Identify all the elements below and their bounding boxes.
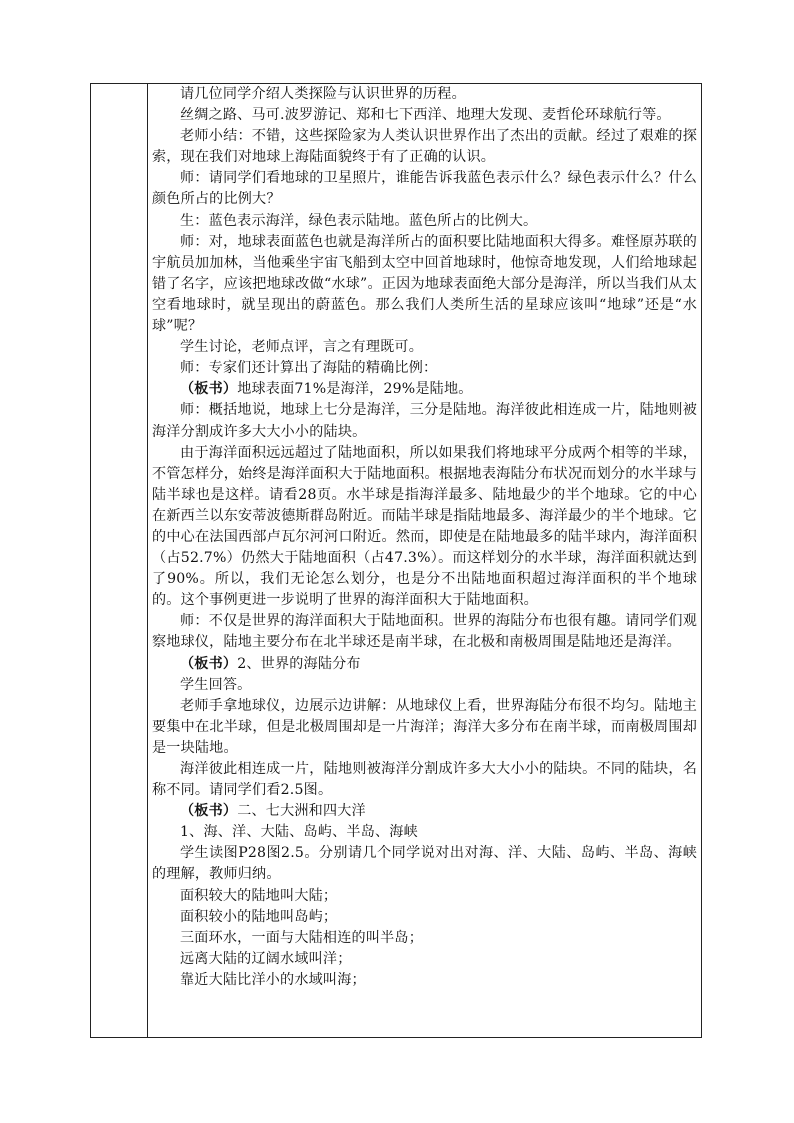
- paragraph-text: 老师手拿地球仪，边展示边讲解：从地球仪上看，世界海陆分布很不均匀。陆地主要集中在北半球，但是北极周围却是一片海洋；海洋大多分布在南半球，而南极周围却是一块陆地。: [152, 697, 697, 756]
- board-note-paragraph: [152, 801, 697, 822]
- paragraph-text: 面积较小的陆地叫岛屿；: [180, 908, 338, 925]
- paragraph-text: 远离大陆的辽阔水域叫洋；: [180, 950, 352, 967]
- lesson-paragraph: [152, 886, 697, 907]
- paragraph-text: 二、七大洲和四大洋: [237, 803, 366, 820]
- lesson-paragraph: [152, 211, 697, 232]
- lesson-paragraph: [152, 949, 697, 970]
- lesson-paragraph: [152, 337, 697, 358]
- lesson-paragraph: [152, 168, 697, 210]
- lesson-paragraph: [152, 928, 697, 949]
- paragraph-text: 1、海、洋、大陆、岛屿、半岛、海峡: [180, 824, 418, 841]
- lesson-paragraph: [152, 400, 697, 442]
- paragraph-text: 生：蓝色表示海洋，绿色表示陆地。蓝色所占的比例大。: [180, 212, 538, 229]
- paragraph-text: 2、世界的海陆分布: [237, 655, 361, 672]
- lesson-paragraph: [152, 358, 697, 379]
- paragraph-text: 师：不仅是世界的海洋面积大于陆地面积。世界的海陆分布也很有趣。请同学们观察地球仪，陆地主要分布在北半球还是南半球，在北极和南极周围是陆地还是海洋。: [152, 613, 697, 651]
- paragraph-text: 学生讨论，老师点评，言之有理既可。: [180, 339, 423, 356]
- paragraph-text: 请几位同学介绍人类探险与认识世界的历程。: [180, 86, 466, 102]
- paragraph-text: 靠近大陆比洋小的水域叫海；: [180, 971, 366, 988]
- lesson-content-cell: [152, 84, 697, 991]
- left-column-cell: [91, 84, 147, 1037]
- lesson-paragraph: [152, 105, 697, 126]
- lesson-paragraph: [152, 443, 697, 612]
- paragraph-text: 师：概括地说，地球上七分是海洋，三分是陆地。海洋彼此相连成一片，陆地则被海洋分割成许多大大小小的陆块。: [152, 402, 697, 440]
- paragraph-text: 面积较大的陆地叫大陆；: [180, 887, 338, 904]
- lesson-paragraph: [152, 675, 697, 696]
- paragraph-text: 老师小结：不错，这些探险家为人类认识世界作出了杰出的贡献。经过了艰难的探索，现在我们对地球上海陆面貌终于有了正确的认识。: [152, 128, 697, 166]
- board-note-paragraph: [152, 379, 697, 400]
- lesson-table: [90, 83, 702, 1038]
- paragraph-text: 丝绸之路、马可.波罗游记、郑和七下西洋、地理大发现、麦哲伦环球航行等。: [180, 107, 671, 124]
- board-note-label: （板书）: [180, 655, 238, 672]
- paragraph-text: 三面环水，一面与大陆相连的叫半岛；: [180, 929, 423, 946]
- lesson-paragraph: [152, 696, 697, 759]
- lesson-paragraph: [152, 907, 697, 928]
- lesson-paragraph: [152, 822, 697, 843]
- lesson-paragraph: [152, 126, 697, 168]
- paragraph-text: 海洋彼此相连成一片，陆地则被海洋分割成许多大大小小的陆块。不同的陆块，名称不同。请同学们看2.5图。: [152, 761, 697, 799]
- lesson-paragraph: [152, 232, 697, 337]
- board-note-label: （板书）: [180, 381, 238, 398]
- lesson-paragraph: [152, 970, 697, 991]
- column-divider: [147, 84, 148, 1037]
- paragraph-text: 学生读图P28图2.5。分别请几个同学说对出对海、洋、大陆、岛屿、半岛、海峡的理解，教师归纳。: [152, 845, 697, 883]
- lesson-paragraph: [152, 611, 697, 653]
- board-note-paragraph: [152, 654, 697, 675]
- board-note-label: （板书）: [180, 803, 238, 820]
- paragraph-text: 师：请同学们看地球的卫星照片，谁能告诉我蓝色表示什么？绿色表示什么？什么颜色所占的比例大？: [152, 170, 697, 208]
- lesson-paragraph: [152, 84, 697, 105]
- lesson-paragraph: [152, 843, 697, 885]
- paragraph-text: 学生回答。: [180, 676, 252, 693]
- paragraph-text: 由于海洋面积远远超过了陆地面积，所以如果我们将地球平分成两个相等的半球，不管怎样分，始终是海洋面积大于陆地面积。根据地表海陆分布状况而划分的水半球与陆半球也是这样。请看28页。水半球是指海洋最多、陆地最少的半个地球。它的中心在新西兰以东安蒂波德斯群岛附近。而陆半球是指陆地最多、海洋最少的半个地球。它的中心在法国西部卢瓦尔河河口附近。然而，即使是在陆地最多的陆半球内，海洋面积（占52.7%）仍然大于陆地面积（占47.3%）。而这样划分的水半球，海洋面积就达到了90%。所以，我们无论怎么划分，也是分不出陆地面积超过海洋面积的半个地球的。这个事例更进一步说明了世界的海洋面积大于陆地面积。: [152, 444, 697, 609]
- paragraph-text: 师：对，地球表面蓝色也就是海洋所占的面积要比陆地面积大得多。难怪原苏联的宇航员加加林，当他乘坐宇宙飞船到太空中回首地球时，他惊奇地发现，人们给地球起错了名字，应该把地球改做“水球”。正因为地球表面绝大部分是海洋，所以当我们从太空看地球时，就呈现出的蔚蓝色。那么我们人类所生活的星球应该叫“地球”还是“水球”呢？: [152, 233, 697, 335]
- paragraph-text: 师：专家们还计算出了海陆的精确比例：: [180, 360, 438, 377]
- lesson-paragraph: [152, 759, 697, 801]
- paragraph-text: 地球表面71%是海洋，29%是陆地。: [237, 381, 473, 398]
